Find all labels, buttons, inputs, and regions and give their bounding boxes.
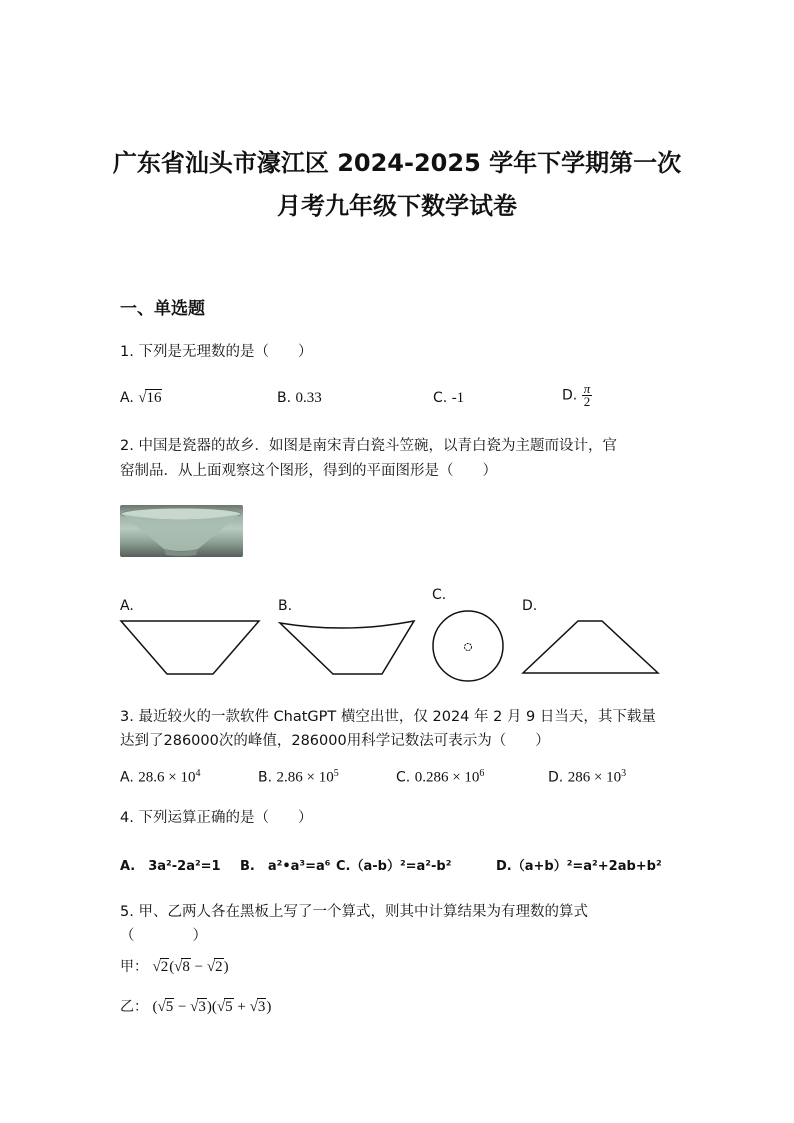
q3-c-exponent: 6	[479, 768, 485, 779]
doc-title-line2: 月考九年级下数学试卷	[277, 192, 517, 220]
q3-a-value: 28.6 × 10	[138, 769, 196, 786]
q3-d-exponent: 3	[621, 768, 627, 779]
q2-shape-c-outer-circle	[433, 611, 503, 681]
q4-option-c: C.（a-b）²=a²-b²	[336, 859, 452, 874]
q2-stem-line1: 2. 中国是瓷器的故乡．如图是南宋青白瓷斗笠碗，以青白瓷为主题而设计，官	[120, 438, 617, 454]
q3-stem-line1: 3. 最近较火的一款软件 ChatGPT 横空出世，仅 2024 年 2 月 9 日当天，其下载量	[120, 709, 656, 725]
q3-option-d	[548, 768, 626, 787]
q2-shape-a-trapezoid	[121, 621, 259, 674]
q4-option-a: A. 3a²-2a²=1	[120, 859, 221, 874]
q3-option-a	[120, 768, 200, 787]
q1-b-value: 0.33	[295, 390, 322, 406]
q1-option-a: A. √16	[120, 390, 162, 406]
q2-shape-d-trapezoid	[523, 621, 658, 673]
q5-stem-line2: （ ）	[120, 928, 207, 944]
q1-d-numerator: π	[583, 381, 591, 396]
q4-option-d: D.（a+b）²=a²+2ab+b²	[496, 859, 662, 874]
q2-shape-c-inner-circle	[465, 644, 472, 651]
q3-option-c	[396, 768, 484, 787]
q5-yi-radicand-4: 3	[257, 999, 266, 1015]
q1-d-label: D.	[562, 387, 578, 404]
q3-b-exponent: 5	[333, 768, 339, 779]
q2-c-label: C.	[432, 587, 447, 603]
q4-option-b: B. a²•a³=a⁶	[240, 859, 331, 874]
q3-a-exponent: 4	[195, 768, 201, 779]
q2-d-label: D.	[522, 598, 538, 614]
q5-jia-radicand-1: 2	[160, 959, 169, 975]
q4-stem: 4. 下列运算正确的是（ ）	[120, 810, 313, 826]
q1-c-value: -1	[451, 390, 465, 406]
q5-yi-operator-1: −	[177, 999, 187, 1015]
q2-a-label: A.	[120, 598, 134, 614]
q5-stem-line1: 5. 甲、乙两人各在黑板上写了一个算式，则其中计算结果为有理数的算式	[120, 904, 588, 920]
q3-stem-line2: 达到了286000次的峰值，286000用科学记数法可表示为（ ）	[120, 733, 550, 749]
q5-jia-expression: 甲： √2(√8 − √2)	[120, 959, 229, 975]
q5-jia-operator: −	[194, 959, 204, 975]
q5-jia-radicand-3: 2	[215, 959, 223, 975]
q2-shape-b-curved-trapezoid	[280, 621, 414, 674]
q5-jia-radicand-2: 8	[182, 959, 190, 975]
q5-yi-radicand-1: 5	[165, 999, 174, 1015]
q1-a-radicand: 16	[146, 390, 162, 406]
q1-d-denominator: 2	[583, 394, 591, 409]
q3-option-b	[258, 768, 339, 787]
q3-c-value: 0.286 × 10	[414, 769, 480, 786]
q3-b-value: 2.86 × 10	[276, 769, 334, 786]
q5-yi-expression: 乙： (√5 − √3)(√5 + √3)	[120, 999, 272, 1015]
q3-a-label: A.	[120, 769, 134, 786]
section-heading: 一、单选题	[120, 299, 205, 319]
q1-b-label: B.	[277, 390, 292, 406]
q1-c-label: C.	[433, 390, 448, 406]
q5-yi-label: 乙：	[120, 999, 148, 1015]
q3-b-label: B.	[258, 769, 273, 786]
q5-yi-radicand-3: 5	[225, 999, 233, 1015]
doc-title-line1: 广东省汕头市濠江区 2024-2025 学年下学期第一次	[112, 149, 682, 177]
q1-stem: 1. 下列是无理数的是（ ）	[120, 344, 313, 360]
q3-c-label: C.	[396, 769, 411, 786]
q5-yi-operator-2: +	[237, 999, 246, 1015]
q3-d-label: D.	[548, 769, 564, 786]
q3-d-value: 286 × 10	[567, 769, 622, 786]
q5-yi-radicand-2: 3	[198, 999, 206, 1015]
q5-jia-label: 甲：	[120, 959, 148, 975]
q2-stem-line2: 窑制品．从上面观察这个图形，得到的平面图形是（ ）	[120, 463, 497, 479]
q2-b-label: B.	[278, 598, 293, 614]
q1-a-label: A.	[120, 390, 134, 406]
